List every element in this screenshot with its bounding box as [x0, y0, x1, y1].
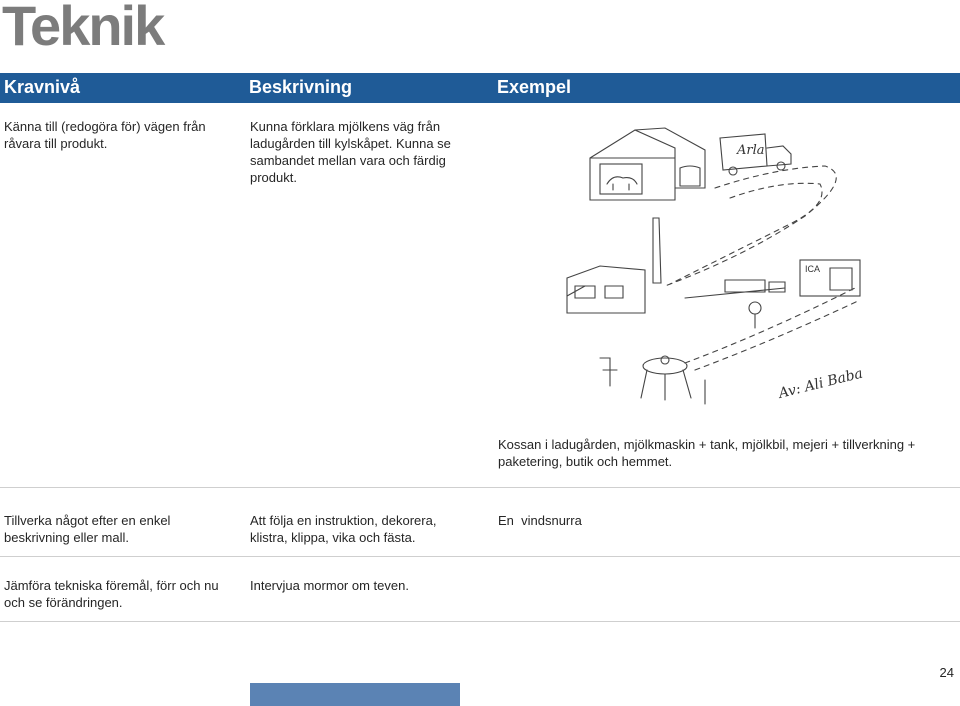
row-3-description: Intervjua mormor om teven. [250, 578, 409, 593]
row-2-example: En vindsnurra [498, 513, 582, 528]
row-2-level: Tillverka något efter en enkel beskrivning eller mall. [4, 513, 171, 545]
signature: Av: Ali Baba [777, 365, 865, 402]
row-divider [0, 621, 960, 622]
row-1-description: Kunna förklara mjölkens väg från ladugården till kylskåpet. Kunna se sambandet mellan vara och färdig produkt. [250, 119, 451, 185]
page-title: Teknik [2, 0, 164, 57]
footer-bar [250, 683, 460, 706]
table-header [0, 73, 960, 103]
row-3-level: Jämföra tekniska föremål, förr och nu och se förändringen. [4, 578, 219, 610]
dairy-sketch [567, 218, 661, 313]
home-table-sketch [600, 358, 617, 386]
row-1-example: Kossan i ladugården, mjölkmaskin + tank, mjölkbil, mejeri + tillverkning + paketering, butik och hemmet. [498, 437, 916, 469]
row-1-level: Känna till (redogöra för) vägen från råvara till produkt. [4, 119, 206, 151]
row-divider [0, 487, 960, 488]
page-number: 24 [939, 665, 954, 680]
column-header-level: Kravnivå [4, 77, 81, 97]
child-drawing-milk-journey [555, 108, 885, 418]
row-divider [0, 556, 960, 557]
cow-window-sketch [600, 164, 642, 194]
column-header-example: Exempel [497, 77, 572, 97]
column-header-description: Beskrivning [249, 77, 353, 97]
row-2-description: Att följa en instruktion, dekorera, klistra, klippa, vika och fästa. [250, 513, 437, 545]
shop-label: ICA [805, 264, 821, 274]
truck-label: Arla [737, 143, 765, 158]
